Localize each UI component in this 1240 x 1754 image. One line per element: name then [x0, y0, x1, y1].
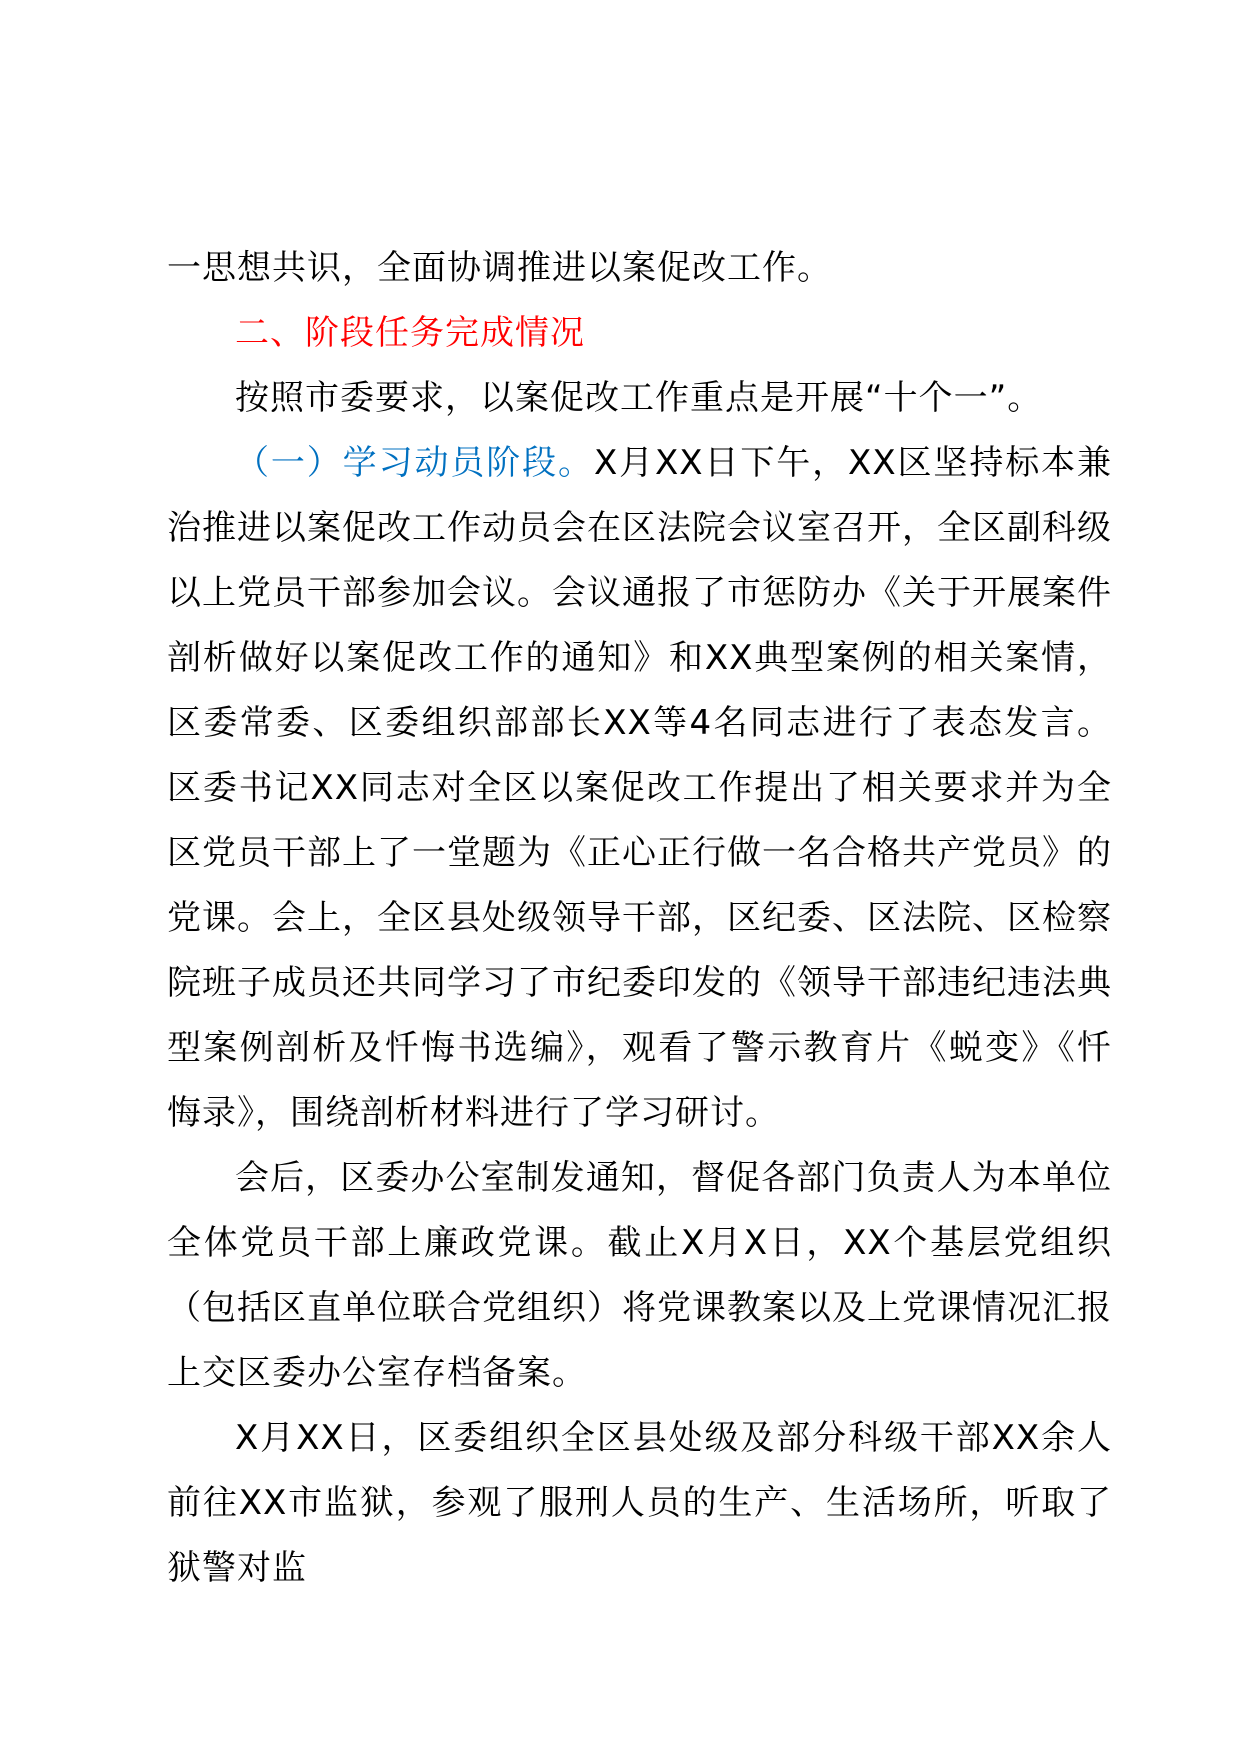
subsection-body: X月XX日下午，XX区坚持标本兼治推进以案促改工作动员会在区法院会议室召开，全区副科级以上党员干部参加会议。会议通报了市惩防办《关于开展案件剖析做好以案促改工作的通知》和XX典型案例的相关案情，区委常委、区委组织部部长XX等4名同志进行了表态发言。区委书记XX同志对全区以案促改工作提出了相关要求并为全区党员干部上了一堂题为《正心正行做一名合格共产党员》的党课。会上，全区县处级领导干部，区纪委、区法院、区检察院班子成员还共同学习了市纪委印发的《领导干部违纪违法典型案例剖析及忏悔书选编》，观看了警示教育片《蜕变》《忏悔录》，围绕剖析材料进行了学习研讨。	[167, 443, 1113, 1133]
section-heading: 二、阶段任务完成情况	[235, 313, 585, 353]
intro-paragraph: 按照市委要求，以案促改工作重点是开展“十个一”。	[235, 378, 1043, 418]
subsection-paragraph	[167, 431, 1112, 1146]
paragraph-prison-visit: X月XX日，区委组织全区县处级及部分科级干部XX余人前往XX市监狱，参观了服刑人员的生产、生活场所，听取了狱警对监	[167, 1418, 1112, 1588]
document-body	[167, 236, 1112, 1601]
continued-paragraph: 一思想共识，全面协调推进以案促改工作。	[167, 248, 832, 288]
subsection-heading: （一）学习动员阶段。	[235, 443, 594, 483]
paragraph-after-meeting: 会后，区委办公室制发通知，督促各部门负责人为本单位全体党员干部上廉政党课。截止X月X日，XX个基层党组织（包括区直单位联合党组织）将党课教案以及上党课情况汇报上交区委办公室存档备案。	[167, 1158, 1112, 1393]
